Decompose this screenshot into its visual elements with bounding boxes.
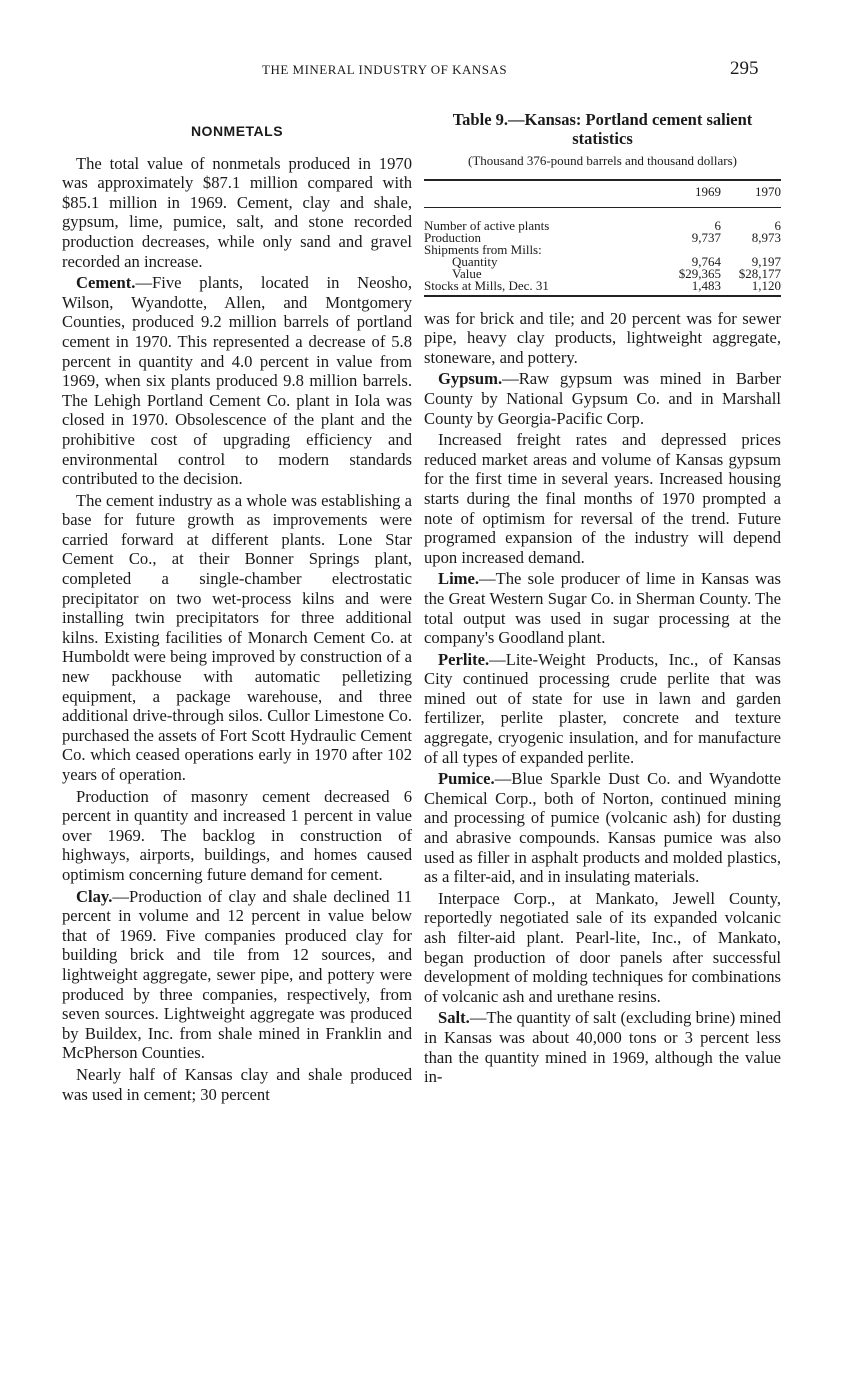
right-text (424, 309, 781, 1087)
run-in-heading: Pumice. (438, 769, 495, 789)
paragraph-text: —Blue Sparkle Dust Co. and Wyandotte Chemical Corp., both of Norton, continued mining and processing of pumice (volcanic ash) for dusting and abrasive compounds. Kansas pumice was also used as filler in asphalt products and molded plastics, as a filter-aid, and in insulating materials. (424, 769, 781, 887)
right-column (424, 110, 781, 1089)
paragraph-perlite (424, 650, 781, 768)
table-header-row (424, 180, 781, 208)
column-header-1970: 1970 (721, 180, 781, 208)
paragraph-pumice (424, 769, 781, 887)
paragraph-text: —Production of clay and shale declined 11 percent in volume and 12 percent in value below that of 1969. Five companies produced clay for building brick and tile from 12 sources, and lightweight aggregate, sewer pipe, and pottery were produced by three companies, respectively, from seven sources. Lightweight aggregate was produced by Buildex, Inc. from shale mined in Franklin and McPherson Counties. (62, 886, 412, 1063)
row-label: Stocks at Mills, Dec. 31 (424, 280, 661, 296)
table-title: Table 9.—Kansas: Portland cement salient statistics (452, 110, 753, 148)
paragraph-text: —The quantity of salt (excluding brine) mined in Kansas was about 40,000 tons or 3 percent less than the quantity mined in 1969, although the value in- (424, 1008, 781, 1087)
paragraph-lime (424, 569, 781, 647)
paragraph: Increased freight rates and depressed prices reduced market areas and volume of Kansas gypsum for the first time in several years. Increased housing starts during the final months of 1970 prompted a note of optimism for reversal of the trend. Future programed expansion of the industry will depend upon increased demand. (424, 430, 781, 567)
paragraph: Nearly half of Kansas clay and shale produced was used in cement; 30 percent (62, 1064, 412, 1104)
paragraph: The total value of nonmetals produced in 1970 was approximately $87.1 million compared with $85.1 million in 1969. Cement, clay and shale, gypsum, lime, pumice, salt, and stone recorded production decreases, while only sand and gravel recorded an increase. (62, 153, 412, 271)
table-row (424, 280, 781, 296)
paragraph-text: —Five plants, located in Neosho, Wilson, Wyandotte, Allen, and Montgomery Counties, produced 9.2 million barrels of portland cement in 1970. This represented a decrease of 5.8 percent in quantity and 4.0 percent in value from 1969, when six plants produced 9.8 million barrels. The Lehigh Portland Cement Co. plant in Iola was closed in 1970. Obsolescence of the plant and the prohibitive cost of upgrading efficiency and environmental control to modern standards contributed to the decision. (62, 273, 412, 489)
cell-1969: 9,737 (691, 229, 721, 245)
run-in-heading: Clay. (76, 886, 113, 906)
paragraph-gypsum (424, 369, 781, 428)
cell-1969: 6 (714, 217, 721, 233)
paragraph-text: —Lite-Weight Products, Inc., of Kansas City continued processing crude perlite that was mined out of state for use in lawn and garden fertilizer, perlite plaster, concrete and texture aggregate, cryogenic insulation, and for manufacture of all types of expanded perlite. (424, 649, 781, 767)
cell-1970: 1,120 (721, 280, 781, 296)
column-header-1969: 1969 (661, 180, 721, 208)
run-in-heading: Gypsum. (438, 369, 503, 389)
paragraph-text: —The sole producer of lime in Kansas was the Great Western Sugar Co. in Sherman County. The total output was used in sugar processing at the company's Goodland plant. (424, 569, 781, 648)
run-in-heading: Salt. (438, 1008, 470, 1028)
cell-1969: 1,483 (661, 280, 721, 296)
table-subtitle: (Thousand 376-pound barrels and thousand dollars) (468, 153, 737, 168)
run-in-heading: Perlite. (438, 649, 490, 669)
paragraph: was for brick and tile; and 20 percent was for sewer pipe, heavy clay products, lightweight aggregate, stoneware, and pottery. (424, 308, 781, 367)
section-heading: NONMETALS (190, 123, 284, 139)
paragraph: Interpace Corp., at Mankato, Jewell County, reportedly negotiated sale of its expanded volcanic ash filter-aid plant. Pearl-lite, Inc., of Mankato, began production of door panels after successful development of molding techniques for combinations of volcanic ash and urethane resins. (424, 888, 781, 1006)
row-label: Number of active plants (424, 217, 550, 233)
paragraph-clay (62, 887, 412, 1063)
paragraph-text: —Raw gypsum was mined in Barber County by National Gypsum Co. and in Marshall County by Georgia-Pacific Corp. (424, 369, 781, 428)
table-row (424, 207, 781, 232)
run-in-heading: Cement. (76, 273, 136, 293)
paragraph-salt (424, 1008, 781, 1086)
row-label: Shipments from Mills: (424, 241, 542, 257)
left-column (62, 120, 412, 1106)
run-in-heading: Lime. (438, 569, 480, 589)
paragraph-cement (62, 273, 412, 489)
row-label: Production (424, 229, 482, 245)
cell-1970: 6 (774, 217, 781, 233)
cell-1970: 8,973 (751, 229, 781, 245)
row-label: Value (452, 265, 482, 281)
cell-1970: $28,177 (738, 265, 781, 281)
running-head: THE MINERAL INDUSTRY OF KANSAS (262, 62, 508, 77)
cell-1969: $29,365 (678, 265, 721, 281)
paragraph: Production of masonry cement decreased 6 percent in quantity and increased 1 percent in value over 1969. The backlog in construction of highways, airports, buildings, and homes caused optimism concerning future demand for cement. (62, 786, 412, 884)
cell-1969: 9,764 (691, 253, 721, 269)
paragraph: The cement industry as a whole was establishing a base for future growth as improvements were carried forward at different plants. Lone Star Cement Co., at their Bonner Springs plant, completed a single-chamber electrostatic precipitator on two wet-process kilns and were installing twin precipitators for three additional kilns. Existing facilities of Monarch Cement Co. at Humboldt were being improved by construction of a new packhouse with automatic pelletizing equipment, a package warehouse, and three additional drive-through silos. Cullor Limestone Co. purchased the assets of Fort Scott Hydraulic Cement Co. which ceased operations early in 1970 after 102 years of operation. (62, 490, 412, 784)
page-number: 295 (730, 58, 759, 79)
statistics-table (424, 179, 781, 297)
row-label: Quantity (452, 253, 498, 269)
cell-1970: 9,197 (751, 253, 781, 269)
